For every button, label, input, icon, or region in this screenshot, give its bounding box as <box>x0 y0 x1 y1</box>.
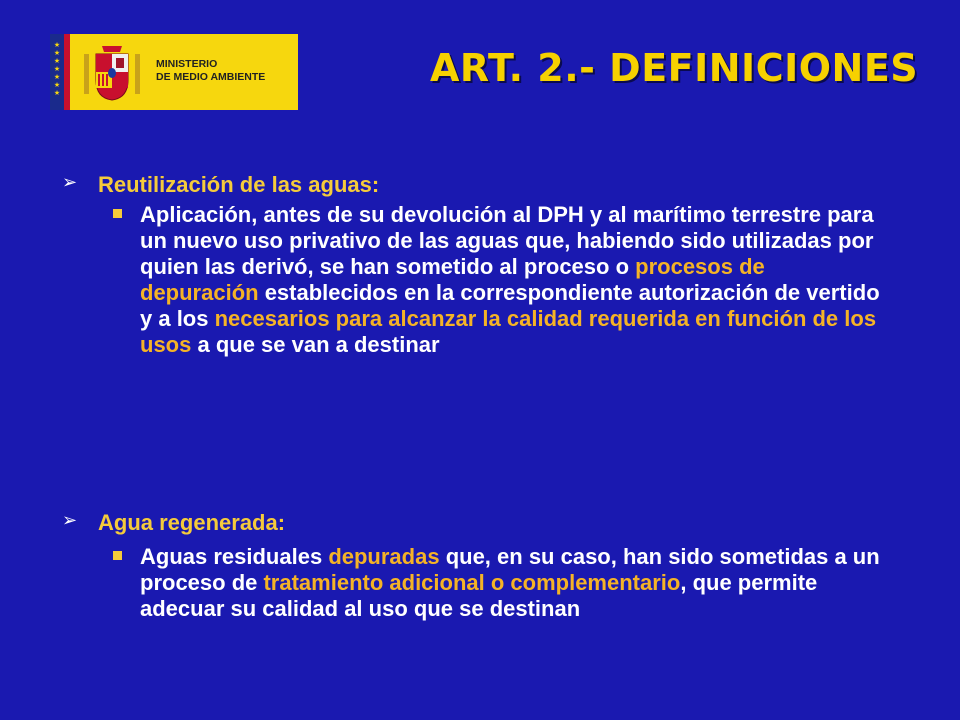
definition-text-part: , que permite adecuar su calidad al uso que se destinan <box>140 570 818 621</box>
definition-text-part: Aplicación, antes de su devolución al DPH y al marítimo terrestre para un nuevo uso privativo de las aguas que, habiendo sido utilizadas por quien las derivó, se han sometido al proceso o <box>140 202 874 279</box>
section-heading-text: Agua regenerada: <box>98 510 286 535</box>
highlight-text: necesarios para alcanzar la calidad requerida en función de los usos <box>140 306 877 357</box>
square-bullet-icon <box>113 551 122 560</box>
definition-text <box>140 544 885 622</box>
arrow-bullet-icon: ➢ <box>62 172 78 192</box>
page-title: ART. 2.- DEFINICIONES <box>430 46 919 90</box>
definition-text-part: a que se van a destinar <box>191 332 440 357</box>
square-bullet-icon <box>113 209 122 218</box>
definition-text-part: establecidos en la correspondiente autorización de vertido y a los <box>140 280 880 331</box>
highlight-text: depuradas <box>328 544 440 569</box>
ministry-logo <box>50 34 298 110</box>
ministry-line-2: DE MEDIO AMBIENTE <box>156 71 266 83</box>
coat-of-arms-icon <box>80 40 144 104</box>
definition-text-part: que, en su caso, han sido sometidas a un proceso de <box>140 544 880 595</box>
highlight-text: procesos de depuración <box>140 254 765 305</box>
highlight-text: tratamiento adicional o complementario <box>263 570 681 595</box>
definition-text-part: Aguas residuales <box>140 544 329 569</box>
logo-red-band <box>64 34 70 110</box>
arrow-bullet-icon: ➢ <box>62 510 78 530</box>
ministry-line-1: MINISTERIO <box>156 58 218 70</box>
definition-text <box>140 202 885 358</box>
ministry-name <box>156 58 265 84</box>
eu-flag-icon: ★ ★ ★ ★ ★ ★ ★ <box>50 34 64 110</box>
section-heading-text: Reutilización de las aguas: <box>98 172 380 197</box>
